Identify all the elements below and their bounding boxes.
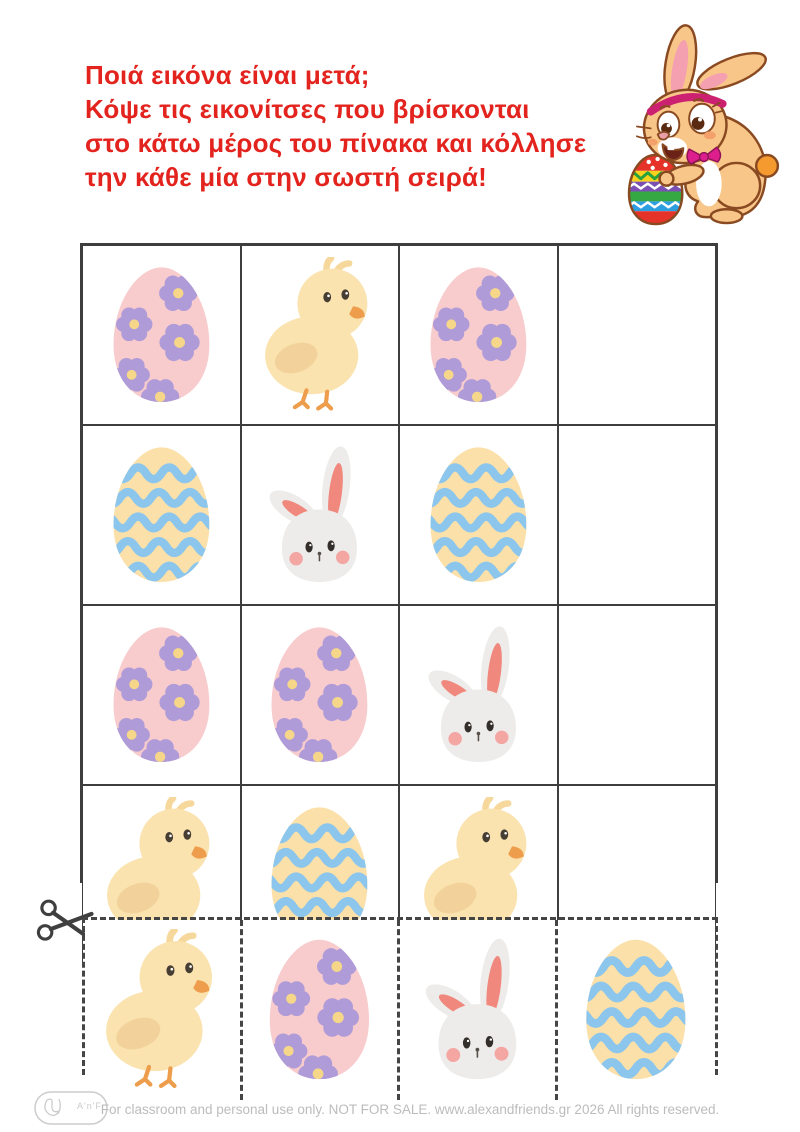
grid-cell-empty — [558, 245, 717, 425]
grid-cell-empty — [558, 425, 717, 605]
pattern-grid — [80, 243, 718, 883]
instructions — [85, 58, 615, 194]
cutout-strip — [82, 917, 718, 1075]
grid-cell — [399, 605, 558, 785]
cutout-piece — [558, 920, 716, 1100]
wave-egg-icon — [94, 437, 229, 592]
chick-icon — [252, 257, 387, 412]
bunny-head-icon — [252, 437, 387, 592]
wave-egg-icon — [566, 929, 706, 1090]
bunny-head-icon — [411, 617, 546, 772]
flower-egg-icon — [94, 257, 229, 412]
chick-icon — [94, 929, 231, 1090]
flower-egg-icon — [411, 257, 546, 412]
grid-cell — [241, 245, 400, 425]
bunny-mascot — [610, 20, 790, 227]
grid-cell — [399, 245, 558, 425]
flower-egg-icon — [251, 929, 388, 1090]
wave-egg-icon — [411, 437, 546, 592]
flower-egg-icon — [94, 617, 229, 772]
cutout-piece — [243, 920, 401, 1100]
grid-cell-empty — [558, 605, 717, 785]
bunny-head-icon — [409, 929, 546, 1090]
logo-text: A'n'F — [77, 1101, 102, 1111]
instruction-line: την κάθε μία στην σωστή σειρά! — [85, 162, 488, 192]
grid-cell — [82, 605, 241, 785]
flower-egg-icon — [252, 617, 387, 772]
bunny-with-easter-egg-icon — [610, 20, 790, 227]
instruction-line: Κόψε τις εικονίτσες που βρίσκονται — [85, 94, 530, 124]
cutout-piece — [85, 920, 243, 1100]
grid-cell — [241, 425, 400, 605]
instruction-line: στο κάτω μέρος του πίνακα και κόλλησε — [85, 128, 587, 158]
instruction-line: Ποιά εικόνα είναι μετά; — [85, 60, 370, 90]
grid-cell — [82, 245, 241, 425]
grid-cell — [399, 425, 558, 605]
grid-cell — [82, 425, 241, 605]
cutout-piece — [400, 920, 558, 1100]
license-text: For classroom and personal use only. NOT FOR SALE. www.alexandfriends.gr 2026 All rights reserved. — [100, 1102, 720, 1117]
grid-cell — [241, 605, 400, 785]
